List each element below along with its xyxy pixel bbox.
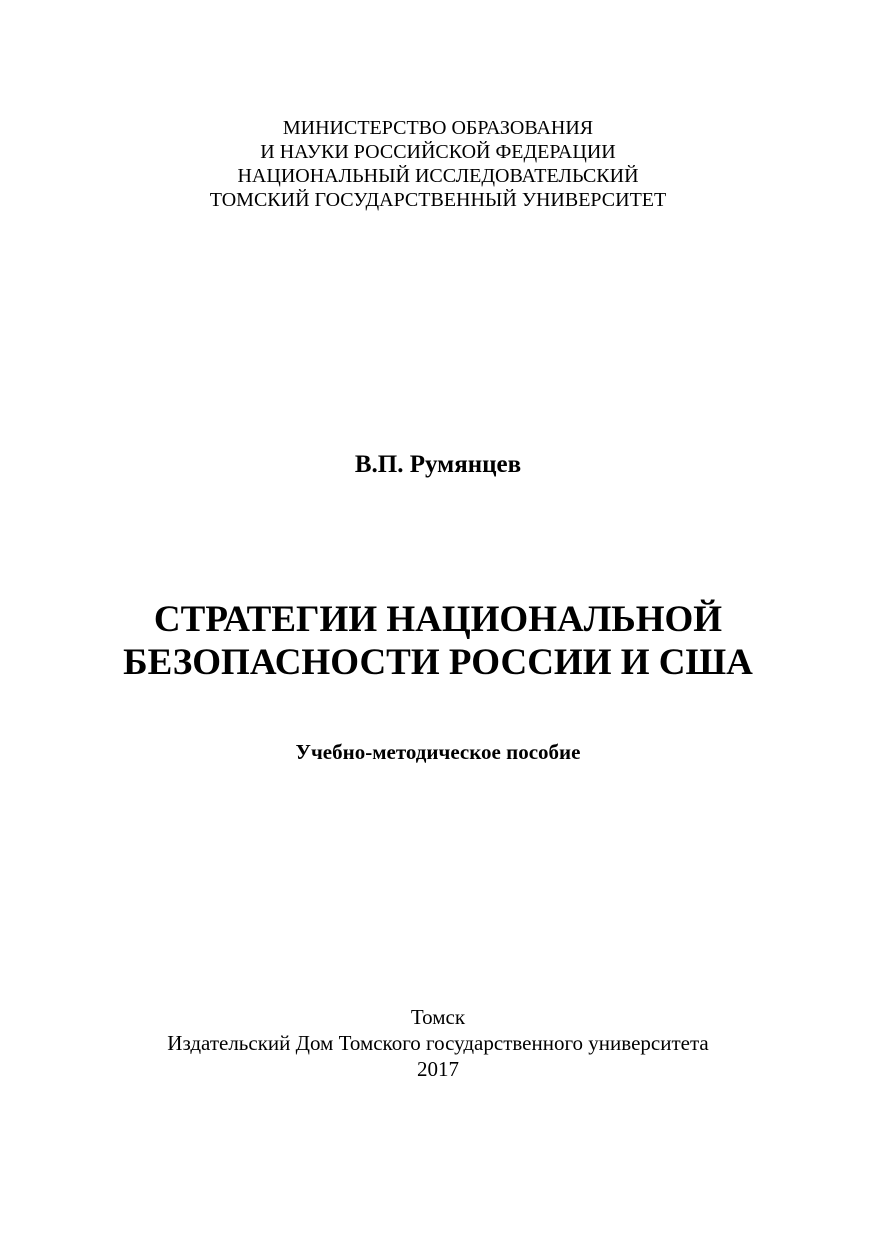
imprint-publisher: Издательский Дом Томского государственного университета [167, 1031, 709, 1055]
institution-line-1: МИНИСТЕРСТВО ОБРАЗОВАНИЯ [282, 117, 594, 139]
imprint-city: Томск [410, 1005, 466, 1029]
institution-line-2: И НАУКИ РОССИЙСКОЙ ФЕДЕРАЦИИ [260, 141, 616, 163]
book-subtitle: Учебно-методическое пособие [295, 740, 581, 764]
book-title [0, 598, 876, 684]
institution-line-4: ТОМСКИЙ ГОСУДАРСТВЕННЫЙ УНИВЕРСИТЕТ [209, 189, 667, 211]
institution-header [0, 116, 876, 212]
author-name: В.П. Румянцев [354, 451, 522, 478]
book-title-line-2: БЕЗОПАСНОСТИ РОССИИ И США [123, 642, 753, 683]
institution-line-3: НАЦИОНАЛЬНЫЙ ИССЛЕДОВАТЕЛЬСКИЙ [237, 165, 639, 187]
book-title-line-1: СТРАТЕГИИ НАЦИОНАЛЬНОЙ [153, 599, 723, 640]
imprint [0, 1004, 876, 1082]
imprint-year: 2017 [417, 1057, 459, 1081]
